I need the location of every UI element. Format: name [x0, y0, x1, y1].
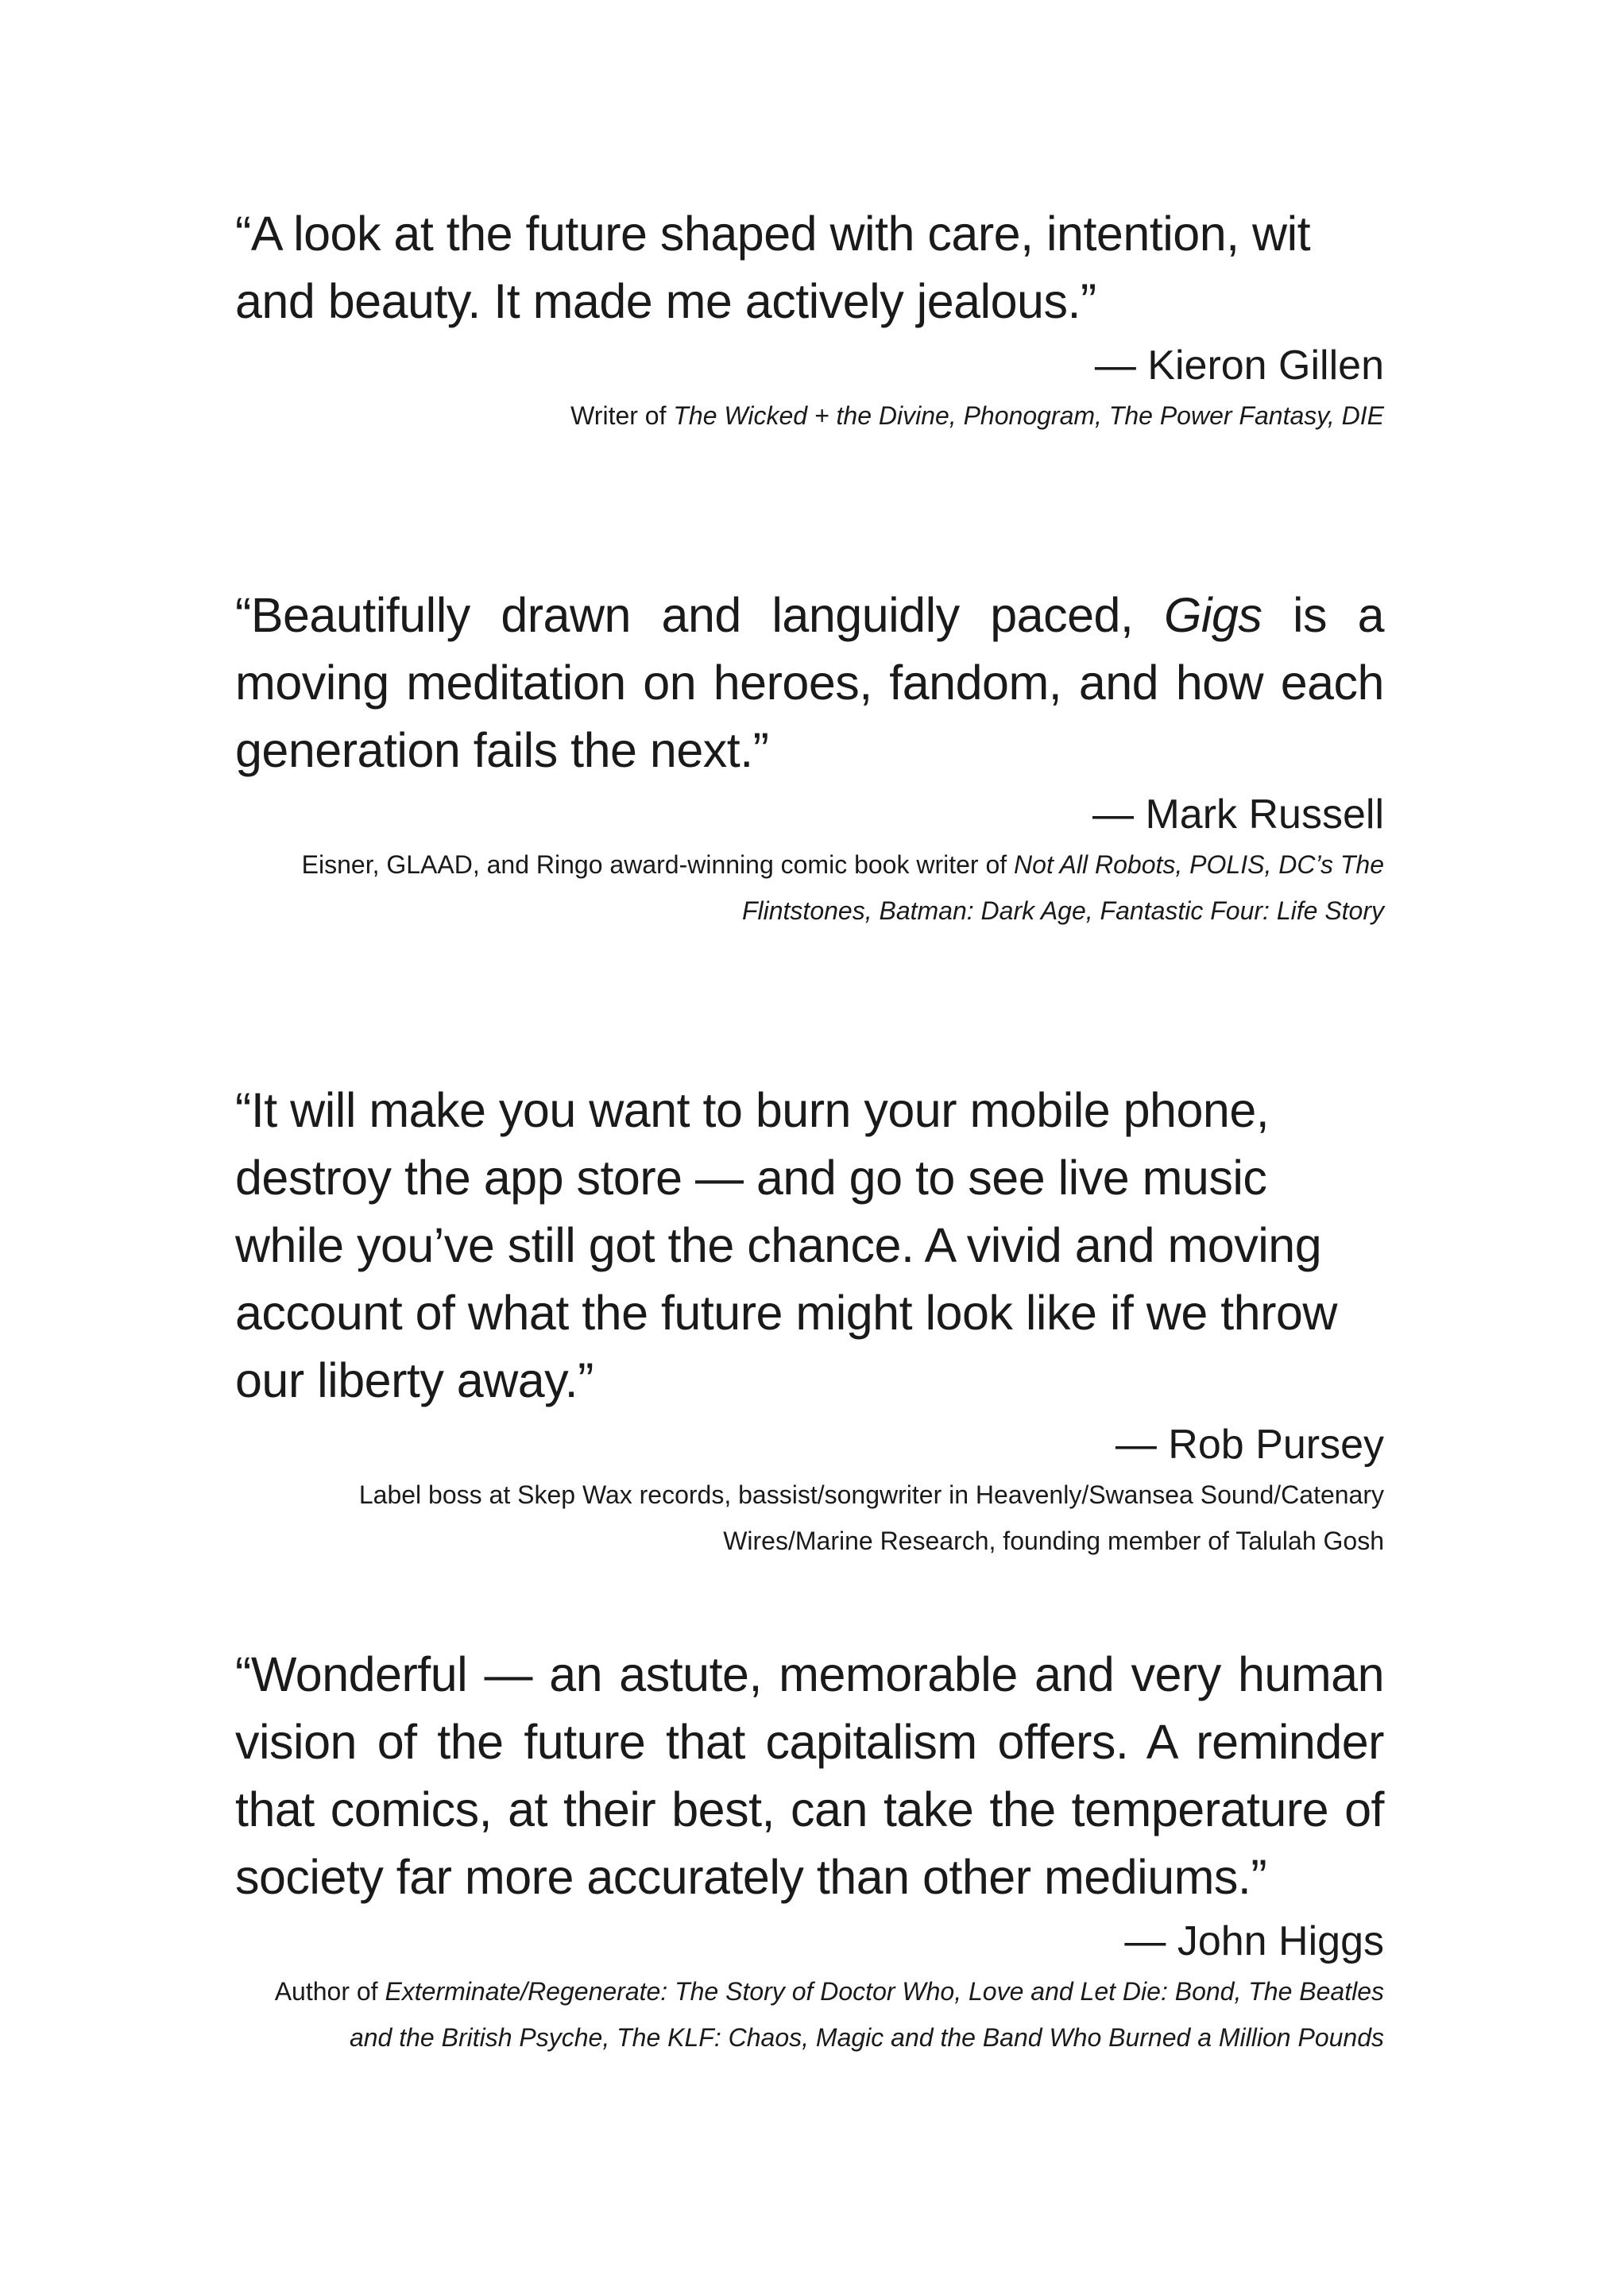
credit-text: Writer of: [570, 401, 674, 430]
blurb-credit: Label boss at Skep Wax records, bassist/songwriter in Heavenly/Swansea Sound/Catenary Wires/Marine Research, founding member of Talulah Gosh: [358, 1480, 1384, 1555]
blurb-quote: “It will make you want to burn your mobile phone, destroy the app store — and go to see live music while you’ve still got the chance. A vivid and moving account of what the future might look like if we throw our liberty away.”: [235, 1083, 1337, 1407]
quote-text: is a moving meditation on heroes, fandom, and how each generation fails the next.”: [235, 588, 1385, 777]
blurb-author: — Rob Pursey: [1115, 1422, 1384, 1468]
credit-titles: The Wicked + the Divine, Phonogram, The Power Fantasy, DIE: [673, 401, 1384, 430]
credit-titles: Not All Robots, POLIS, DC’s The Flintstones, Batman: Dark Age, Fantastic Four: Life Story: [741, 850, 1384, 925]
blurb-kieron-gillen: [235, 200, 1384, 439]
blurb-john-higgs: [235, 1641, 1384, 2061]
credit-text: Author of: [274, 1977, 385, 2006]
blurb-quote: [235, 582, 1384, 784]
blurb-author: — Kieron Gillen: [1094, 342, 1384, 389]
blurb-quote: “A look at the future shaped with care, intention, wit and beauty. It made me actively jealous.”: [235, 207, 1311, 328]
blurb-mark-russell: [235, 582, 1384, 934]
blurb-credit: [235, 393, 1384, 439]
quote-text: “Beautifully drawn and languidly paced,: [235, 588, 1164, 642]
blurb-author: — John Higgs: [1124, 1918, 1384, 1964]
blurb-quote: “Wonderful — an astute, memorable and very human vision of the future that capitalism offers. A reminder that comics, at their best, can take the temperature of society far more accurately than other mediums.”: [235, 1647, 1384, 1904]
blurb-credit: [235, 1968, 1384, 2061]
blurb-author: — Mark Russell: [1092, 791, 1384, 838]
blurb-rob-pursey: [235, 1077, 1384, 1564]
credit-titles: Exterminate/Regenerate: The Story of Doctor Who, Love and Let Die: Bond, The Beatles and the British Psyche, The KLF: Chaos, Magic and the Band Who Burned a Million Pounds: [349, 1977, 1384, 2052]
quote-book-title: Gigs: [1163, 588, 1262, 642]
blurb-credit: [235, 842, 1384, 934]
credit-text: Eisner, GLAAD, and Ringo award-winning comic book writer of: [301, 850, 1015, 879]
